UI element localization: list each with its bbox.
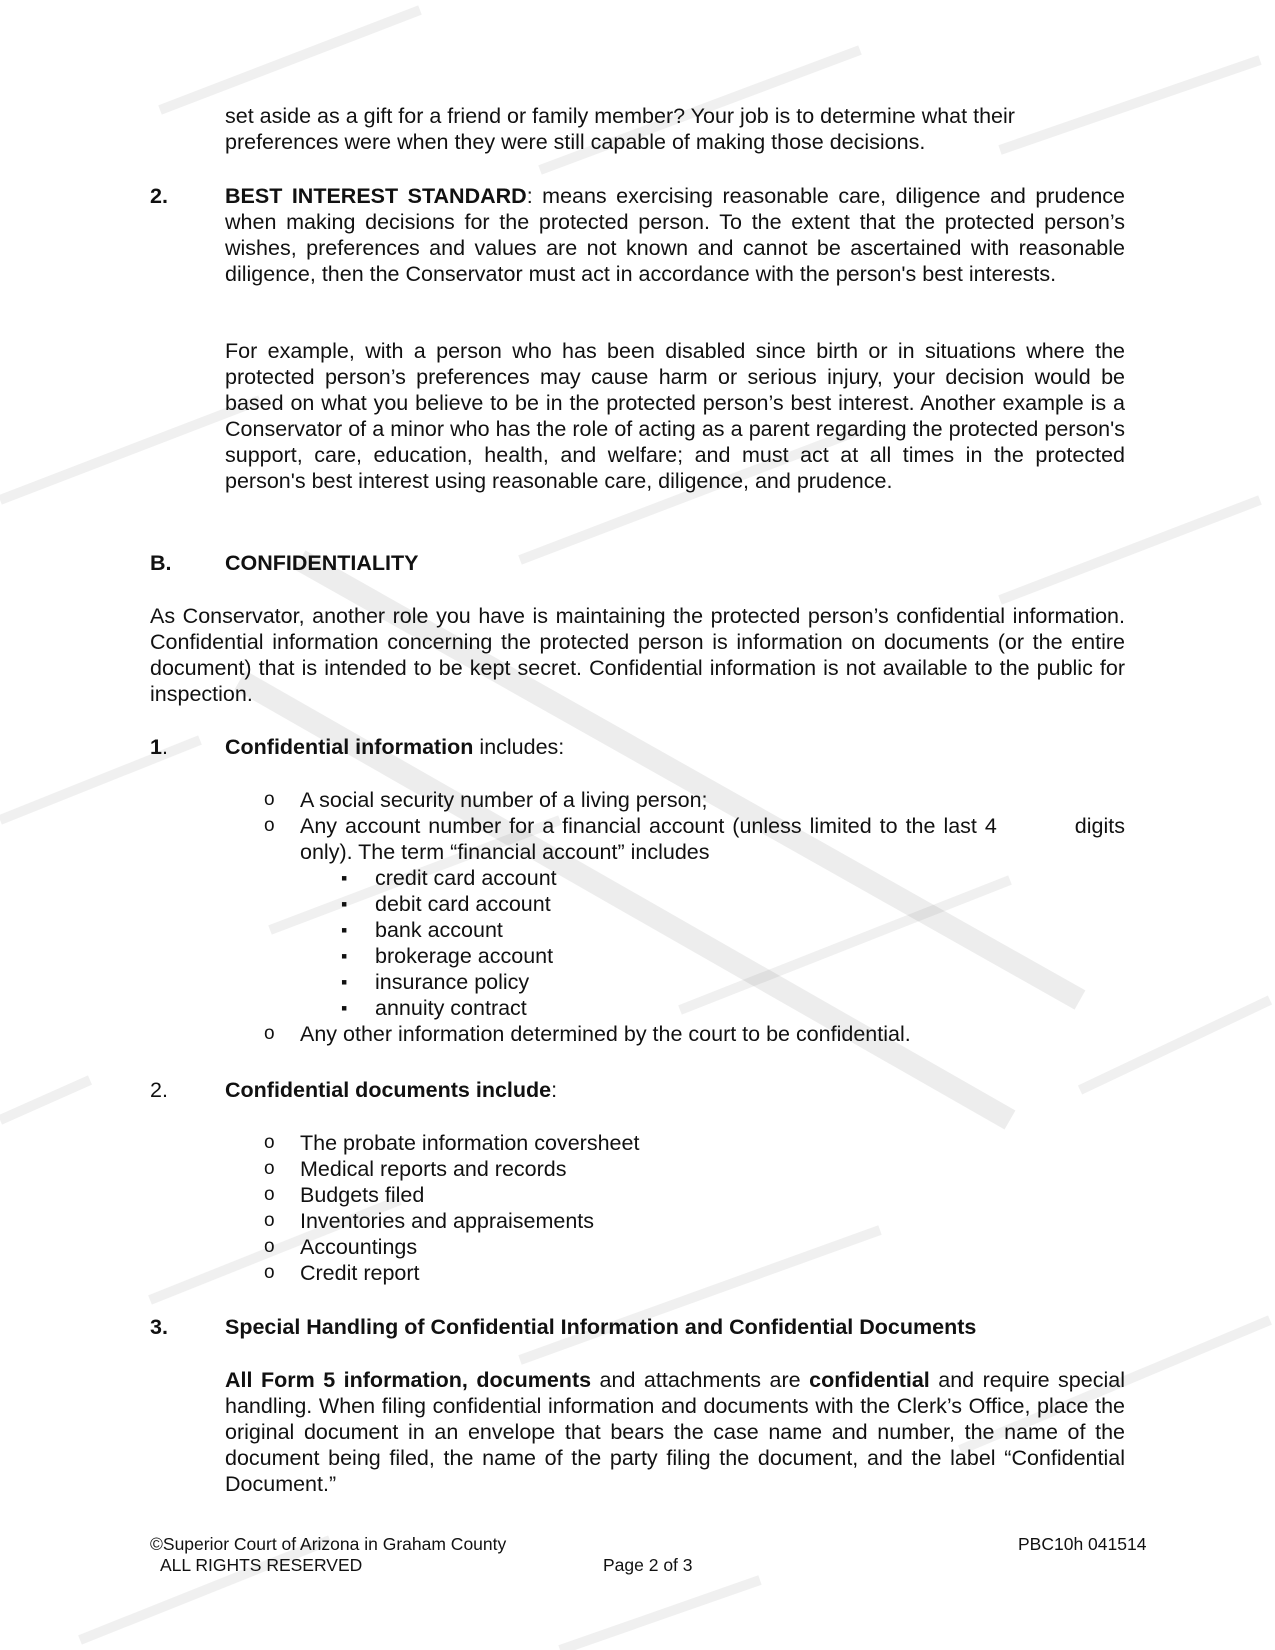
list-item [300, 1260, 1125, 1286]
best-interest-text: : means exercising reasonable care, diligence and prudence when making decisions for the protected person. To the extent that the protected person’s wishes, preferences and values are not known and cannot be ascertained with reasonable diligence, then the Conservator must act in accordance with the person's best interests. [225, 184, 1126, 286]
sub-item: insurance policy [375, 970, 530, 994]
footer-rights: ALL RIGHTS RESERVED [160, 1555, 363, 1575]
list-item [300, 1130, 1125, 1156]
conf-docs-item: Credit report [300, 1261, 420, 1285]
best-interest-term: BEST INTEREST STANDARD [225, 184, 527, 208]
list-item [375, 995, 1125, 1021]
conf-info-item-2-line-1 [300, 813, 1125, 839]
list-item [300, 813, 1125, 1021]
footer-form-code: PBC10h 041514 [1018, 1534, 1147, 1554]
sub-item: bank account [375, 918, 503, 942]
conf-docs-title: Confidential documents include [225, 1078, 552, 1102]
list-item [300, 1234, 1125, 1260]
conf-docs-item: Medical reports and records [300, 1157, 567, 1181]
conf-docs-dot: . [161, 1078, 168, 1102]
intro-paragraph [225, 103, 1125, 155]
list-item [375, 969, 1125, 995]
conf-docs-colon: : [551, 1078, 558, 1102]
best-interest-paragraph [225, 183, 1125, 287]
list-item [300, 1182, 1125, 1208]
conf-info-item-2-text: o Any account number for a financial account (unless limited to the last 4 [300, 814, 997, 838]
conf-info-number: 1 [150, 735, 162, 759]
list-item [375, 943, 1125, 969]
list-item [375, 917, 1125, 943]
special-title: Special Handling of Confidential Information and Confidential Documents [225, 1315, 977, 1339]
sub-item: brokerage account [375, 944, 554, 968]
sub-item: debit card account [375, 892, 551, 916]
conf-info-title-rest: includes: [473, 735, 565, 759]
sub-item: annuity contract [375, 996, 527, 1020]
intro-line-1: set aside as a gift for a friend or family member? Your job is to determine what their [225, 104, 1015, 128]
section-b-title: CONFIDENTIALITY [225, 551, 419, 575]
footer-page-number: Page 2 of 3 [603, 1555, 693, 1575]
intro-line-2: preferences were when they were still capable of making those decisions. [225, 130, 926, 154]
special-bold-2: confidential [809, 1368, 930, 1392]
best-interest-example: For example, with a person who has been disabled since birth or in situations where the protected person’s preferences may cause harm or serious injury, your decision would be based on what you believe to be in the protected person’s best interest. Another example is a Conservator of a minor who has the role of acting as a parent regarding the protected person's support, care, education, health, and welfare; and must act at all times in the protected person's best interest using reasonable care, diligence, and prudence. [225, 339, 1125, 493]
conf-docs-item: Inventories and appraisements [300, 1209, 595, 1233]
footer-copyright: ©Superior Court of Arizona in Graham County [150, 1534, 507, 1554]
list-item [375, 891, 1125, 917]
special-text-1: and attachments are [591, 1368, 810, 1392]
special-bold-1: All Form 5 information, documents [225, 1368, 592, 1392]
special-paragraph [225, 1367, 1125, 1497]
sub-item: credit card account [375, 866, 557, 890]
list-item [300, 1208, 1125, 1234]
conf-docs-number: 2 [150, 1078, 162, 1102]
conf-docs-item: Budgets filed [300, 1183, 425, 1207]
conf-info-item-2-last-word: digits [1074, 814, 1125, 838]
section-b-letter: B. [150, 551, 172, 575]
special-number: 3. [150, 1315, 168, 1339]
list-item [300, 1156, 1125, 1182]
conf-docs-item: Accountings [300, 1235, 418, 1259]
conf-info-item-2-line-2: only). The term “financial account” includes [300, 840, 710, 864]
conf-docs-heading [225, 1077, 557, 1103]
conf-info-item-3: Any other information determined by the court to be confidential. [300, 1022, 911, 1046]
list-item [300, 787, 1125, 813]
conf-docs-item: The probate information coversheet [300, 1131, 640, 1155]
conf-info-item-1: A social security number of a living person; [300, 788, 708, 812]
conf-docs-number-wrap [150, 1077, 168, 1103]
conf-docs-list [300, 1130, 1125, 1286]
best-interest-number: 2. [150, 184, 168, 208]
conf-info-dot: . [161, 735, 168, 759]
financial-account-sublist [375, 865, 1125, 1021]
list-item [375, 865, 1125, 891]
section-b-intro: As Conservator, another role you have is maintaining the protected person’s confidential information. Confidential information concerning the protected person is information on documents (or the entire document) that is intended to be kept secret. Confidential information is not available to the public for inspection. [150, 604, 1125, 706]
list-item [300, 1021, 1125, 1047]
conf-info-heading [225, 734, 564, 760]
conf-info-list [300, 787, 1125, 1047]
conf-info-title: Confidential information [225, 735, 474, 759]
conf-info-number-wrap [150, 734, 168, 760]
special-text-2: and require special handling. When filing confidential information and documents with the Clerk’s Office, place the original document in an envelope that bears the case name and number, the name of the document being filed, the name of the party filing the document, and the label “Confidential Document.” [225, 1368, 1125, 1496]
